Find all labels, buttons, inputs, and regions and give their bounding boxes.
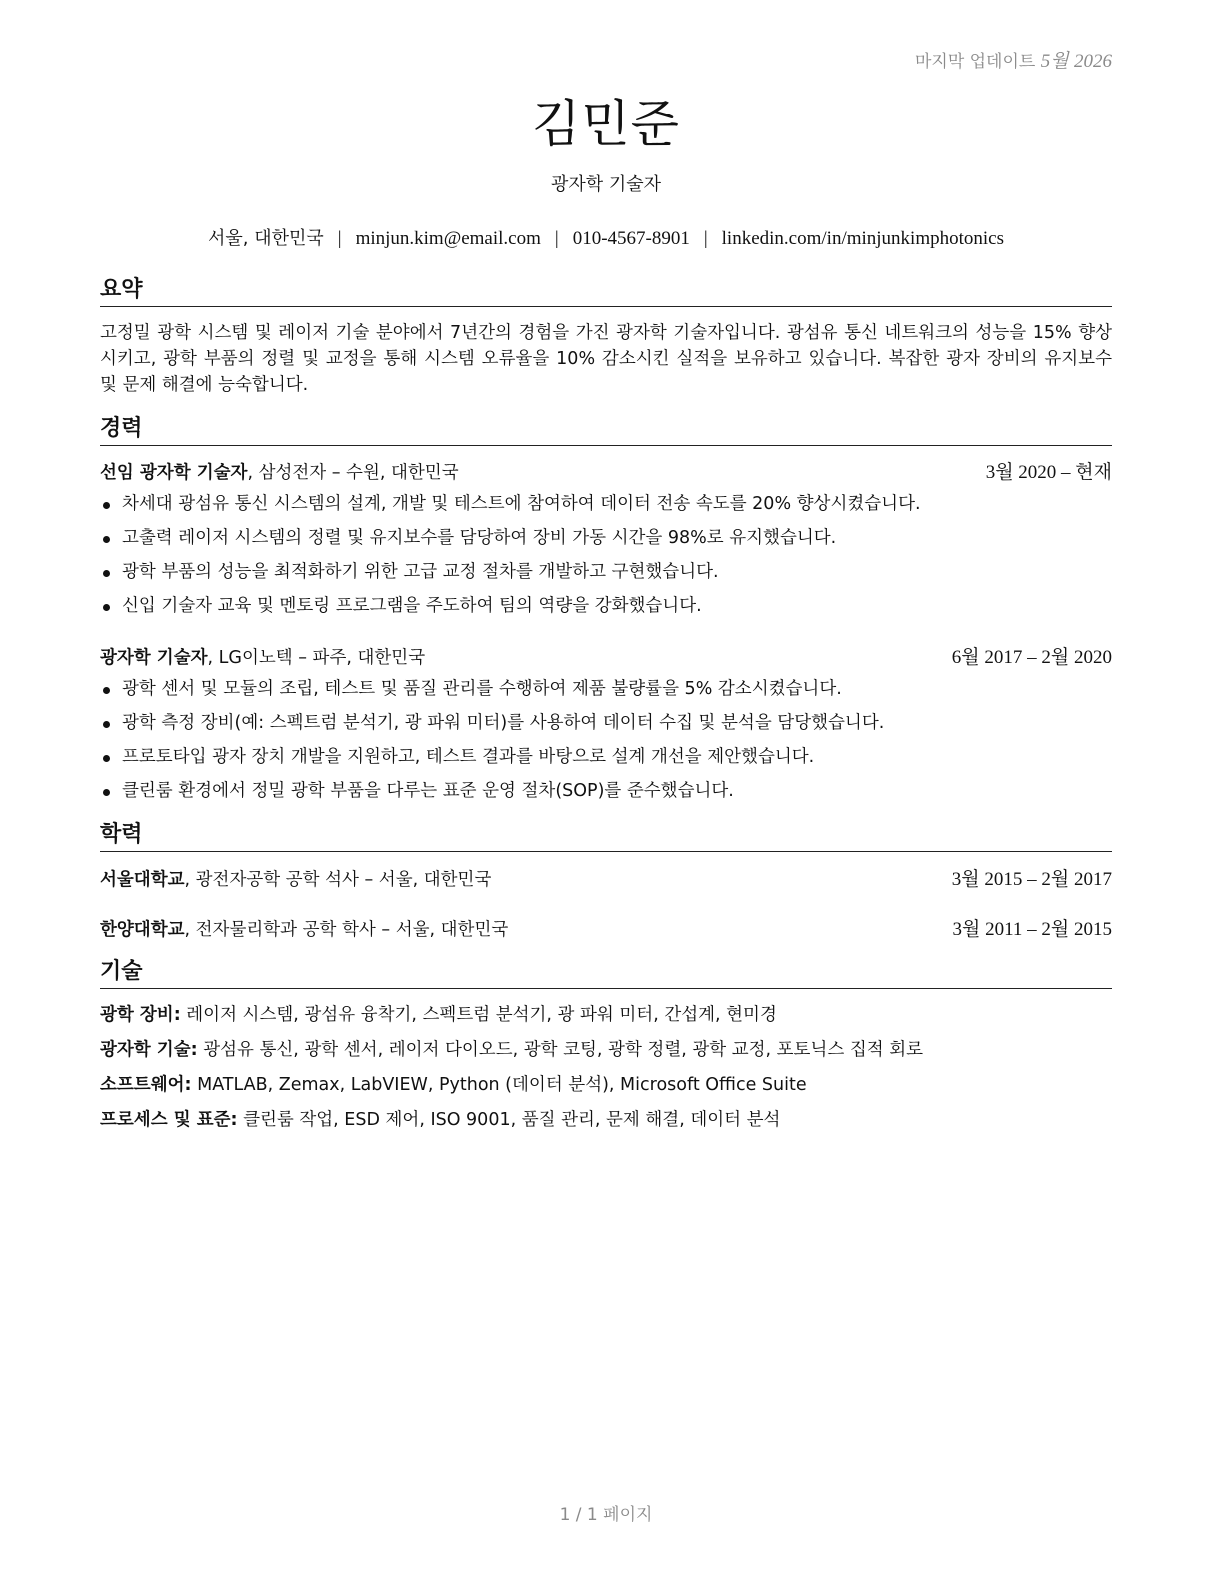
education-line	[100, 867, 491, 893]
education-entry	[100, 867, 1112, 893]
job-company: , 삼성전자 – 수원, 대한민국	[247, 463, 459, 483]
skill-value: MATLAB, Zemax, LabVIEW, Python (데이터 분석), Microsoft Office Suite	[191, 1075, 807, 1095]
education-line	[100, 917, 508, 943]
list-item: 광학 측정 장비(예: 스펙트럼 분석기, 광 파워 미터)를 사용하여 데이터 수집 및 분석을 담당했습니다.	[100, 710, 1112, 744]
contact-email[interactable]: minjun.kim@email.com	[355, 228, 541, 249]
list-item: 차세대 광섬유 통신 시스템의 설계, 개발 및 테스트에 참여하여 데이터 전송 속도를 20% 향상시켰습니다.	[100, 491, 1112, 525]
education-entry	[100, 917, 1112, 943]
last-updated-year: 2026	[1074, 51, 1112, 72]
list-item: 고출력 레이저 시스템의 정렬 및 유지보수를 담당하여 장비 가동 시간을 98%로 유지했습니다.	[100, 525, 1112, 559]
list-item: 광학 센서 및 모듈의 조립, 테스트 및 품질 관리를 수행하여 제품 불량률을 5% 감소시켰습니다.	[100, 676, 1112, 710]
school-name: 한양대학교	[100, 920, 185, 940]
job-title-line	[100, 645, 425, 671]
skill-line	[100, 1072, 1112, 1107]
page-number: 1 / 1 페이지	[559, 1505, 653, 1525]
contact-location: 서울, 대한민국	[207, 228, 324, 249]
contact-separator: |	[337, 228, 342, 249]
degree-detail: , 전자물리학과 공학 학사 – 서울, 대한민국	[184, 920, 509, 940]
job-header	[100, 460, 1112, 486]
section-title-education: 학력	[100, 821, 1112, 852]
job-bullets	[100, 491, 1112, 627]
school-name: 서울대학교	[100, 870, 185, 890]
skill-label: 프로세스 및 표준:	[100, 1110, 238, 1130]
job-dates: 3월 2020 – 현재	[985, 462, 1112, 483]
skill-line	[100, 1037, 1112, 1072]
education-dates: 3월 2011 – 2월 2015	[952, 919, 1112, 940]
list-item: 클린룸 환경에서 정밀 광학 부품을 다루는 표준 운영 절차(SOP)를 준수했습니다.	[100, 778, 1112, 812]
contact-separator: |	[703, 228, 708, 249]
skill-value: 광섬유 통신, 광학 센서, 레이저 다이오드, 광학 코팅, 광학 정렬, 광학 교정, 포토닉스 집적 회로	[197, 1040, 924, 1060]
job-company: , LG이노텍 – 파주, 대한민국	[207, 648, 426, 668]
skill-label: 광학 장비:	[100, 1005, 181, 1025]
summary-text: 고정밀 광학 시스템 및 레이저 기술 분야에서 7년간의 경험을 가진 광자학 기술자입니다. 광섬유 통신 네트워크의 성능을 15% 향상시키고, 광학 부품의 정렬 및 교정을 통해 시스템 오류율을 10% 감소시킨 실적을 보유하고 있습니다. 복잡한 광자 장비의 유지보수 및 문제 해결에 능숙합니다.	[100, 323, 1112, 395]
skill-label: 광자학 기술:	[100, 1040, 198, 1060]
skills-list	[100, 1002, 1112, 1142]
job-dates: 6월 2017 – 2월 2020	[951, 647, 1112, 668]
person-name: 김민준	[532, 95, 680, 153]
section-title-summary: 요약	[100, 276, 1112, 307]
skill-value: 레이저 시스템, 광섬유 융착기, 스펙트럼 분석기, 광 파워 미터, 간섭계, 현미경	[180, 1005, 777, 1025]
contact-phone: 010-4567-8901	[572, 228, 690, 249]
job-position: 광자학 기술자	[100, 648, 208, 668]
skill-line	[100, 1107, 1112, 1142]
resume-page	[100, 0, 1112, 1584]
job-bullets	[100, 676, 1112, 812]
skill-label: 소프트웨어:	[100, 1075, 192, 1095]
last-updated	[915, 46, 1112, 73]
last-updated-month: 5월	[1040, 51, 1069, 72]
person-role: 광자학 기술자	[550, 174, 662, 195]
contact-linkedin[interactable]: linkedin.com/in/minjunkimphotonics	[721, 228, 1005, 249]
education-dates: 3월 2015 – 2월 2017	[951, 869, 1112, 890]
skill-line	[100, 1002, 1112, 1037]
skill-value: 클린룸 작업, ESD 제어, ISO 9001, 품질 관리, 문제 해결, 데이터 분석	[237, 1110, 781, 1130]
list-item: 신입 기술자 교육 및 멘토링 프로그램을 주도하여 팀의 역량을 강화했습니다.	[100, 593, 1112, 627]
job-header	[100, 645, 1112, 671]
last-updated-label: 마지막 업데이트	[914, 52, 1036, 72]
list-item: 프로토타입 광자 장치 개발을 지원하고, 테스트 결과를 바탕으로 설계 개선을 제안했습니다.	[100, 744, 1112, 778]
contact-separator: |	[554, 228, 559, 249]
job-position: 선임 광자학 기술자	[100, 463, 248, 483]
contact-line	[100, 224, 1112, 250]
job-title-line	[100, 460, 459, 486]
section-title-skills: 기술	[100, 958, 1112, 989]
degree-detail: , 광전자공학 공학 석사 – 서울, 대한민국	[184, 870, 492, 890]
list-item: 광학 부품의 성능을 최적화하기 위한 고급 교정 절차를 개발하고 구현했습니다.	[100, 559, 1112, 593]
section-title-experience: 경력	[100, 415, 1112, 446]
